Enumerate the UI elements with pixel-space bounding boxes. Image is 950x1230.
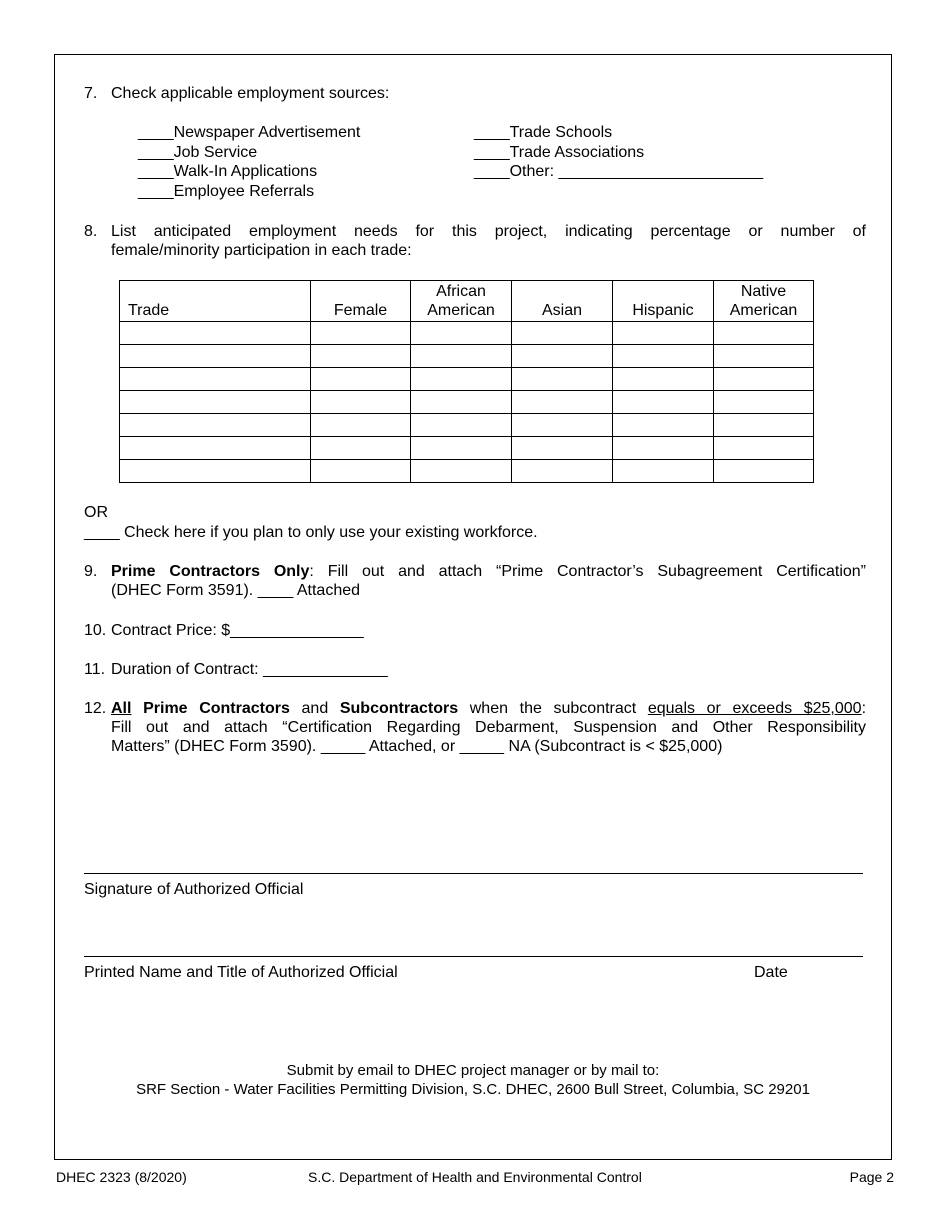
table-row (120, 391, 814, 414)
item-11-number: 11. (84, 661, 106, 678)
cell-asian[interactable] (512, 414, 613, 437)
all-word: All (111, 700, 132, 717)
table-row (120, 345, 814, 368)
option-walk-in-applications[interactable]: ____Walk-In Applications (138, 163, 318, 180)
table-header-row (120, 281, 814, 322)
signature-line[interactable] (84, 873, 863, 874)
cell-female[interactable] (311, 460, 411, 483)
submit-line-1: Submit by email to DHEC project manager or by mail to: (286, 1062, 660, 1079)
item-8-line-1: List anticipated employment needs for this project, indicating percentage or number of (111, 223, 866, 240)
cell-african-american[interactable] (411, 460, 512, 483)
table-row (120, 414, 814, 437)
header-hispanic: Hispanic (613, 281, 714, 322)
cell-trade[interactable] (120, 414, 311, 437)
contract-price-field[interactable]: Contract Price: $_______________ (111, 622, 364, 639)
item-8-line-2: female/minority participation in each trade: (111, 242, 412, 259)
cell-african-american[interactable] (411, 391, 512, 414)
cell-asian[interactable] (512, 345, 613, 368)
item-12-line-3: Matters” (DHEC Form 3590). _____ Attached, or _____ NA (Subcontract is < $25,000) (111, 738, 723, 755)
item-9-line-2: (DHEC Form 3591). ____ Attached (111, 582, 361, 599)
cell-asian[interactable] (512, 391, 613, 414)
option-trade-schools[interactable]: ____Trade Schools (474, 124, 613, 141)
option-other[interactable]: ____Other: _______________________ (474, 163, 764, 180)
cell-hispanic[interactable] (613, 414, 714, 437)
item-12-number: 12. (84, 700, 107, 717)
cell-hispanic[interactable] (613, 368, 714, 391)
header-female: Female (311, 281, 411, 322)
table-row (120, 437, 814, 460)
cell-asian[interactable] (512, 437, 613, 460)
agency-name: S.C. Department of Health and Environmental Control (308, 1169, 642, 1185)
cell-trade[interactable] (120, 391, 311, 414)
header-african-american: African American (411, 281, 512, 322)
cell-hispanic[interactable] (613, 345, 714, 368)
cell-trade[interactable] (120, 322, 311, 345)
cell-native-american[interactable] (714, 368, 814, 391)
form-id: DHEC 2323 (8/2020) (56, 1169, 187, 1185)
cell-native-american[interactable] (714, 345, 814, 368)
or-label: OR (84, 504, 108, 521)
cell-native-american[interactable] (714, 414, 814, 437)
item-7-number: 7. (84, 85, 98, 102)
option-job-service[interactable]: ____Job Service (138, 143, 258, 161)
cell-female[interactable] (311, 414, 411, 437)
cell-african-american[interactable] (411, 368, 512, 391)
cell-hispanic[interactable] (613, 437, 714, 460)
page-number: Page 2 (849, 1169, 894, 1185)
printed-name-line[interactable] (84, 956, 863, 957)
cell-trade[interactable] (120, 437, 311, 460)
item-9-number: 9. (84, 563, 98, 580)
page-frame (54, 54, 892, 1160)
cell-asian[interactable] (512, 322, 613, 345)
printed-name-label: Printed Name and Title of Authorized Official (84, 964, 398, 981)
cell-native-american[interactable] (714, 391, 814, 414)
cell-native-american[interactable] (714, 322, 814, 345)
signature-label: Signature of Authorized Official (84, 881, 304, 898)
cell-female[interactable] (311, 368, 411, 391)
cell-african-american[interactable] (411, 345, 512, 368)
header-trade: Trade (120, 281, 311, 322)
cell-female[interactable] (311, 391, 411, 414)
date-label: Date (754, 964, 788, 981)
cell-female[interactable] (311, 437, 411, 460)
header-asian: Asian (512, 281, 613, 322)
employment-needs-table (119, 280, 814, 483)
cell-trade[interactable] (120, 460, 311, 483)
table-row (120, 368, 814, 391)
cell-hispanic[interactable] (613, 460, 714, 483)
cell-hispanic[interactable] (613, 322, 714, 345)
option-employee-referrals[interactable]: ____Employee Referrals (138, 182, 315, 200)
item-12-line-1: All Prime Contractors and Subcontractors when the subcontract equals or exceeds $25,000: (111, 700, 867, 717)
cell-female[interactable] (311, 322, 411, 345)
cell-trade[interactable] (120, 368, 311, 391)
contract-duration-field[interactable]: Duration of Contract: ______________ (111, 661, 388, 678)
table-row (120, 460, 814, 483)
table-row (120, 322, 814, 345)
cell-female[interactable] (311, 345, 411, 368)
item-12-line-2: Fill out and attach “Certification Regarding Debarment, Suspension and Other Responsibility (111, 719, 866, 736)
prime-contractors-only-label: Prime Contractors Only (111, 563, 310, 580)
cell-trade[interactable] (120, 345, 311, 368)
option-trade-associations[interactable]: ____Trade Associations (474, 143, 645, 161)
cell-hispanic[interactable] (613, 391, 714, 414)
header-native-american: Native American (714, 281, 814, 322)
cell-native-american[interactable] (714, 437, 814, 460)
item-9-line-1: Prime Contractors Only: Fill out and attach “Prime Contractor’s Subagreement Certification” (111, 563, 866, 580)
cell-african-american[interactable] (411, 437, 512, 460)
employment-source-list-right (474, 123, 763, 182)
cell-asian[interactable] (512, 460, 613, 483)
cell-african-american[interactable] (411, 322, 512, 345)
cell-native-american[interactable] (714, 460, 814, 483)
submit-line-2: SRF Section - Water Facilities Permitting Division, S.C. DHEC, 2600 Bull Street, Columbia, SC 29201 (136, 1081, 810, 1098)
cell-asian[interactable] (512, 368, 613, 391)
employment-source-list-left (138, 123, 360, 201)
existing-workforce-checkbox-line[interactable]: ____ Check here if you plan to only use your existing workforce. (84, 524, 538, 541)
submit-instructions (54, 1061, 892, 1099)
threshold-amount: equals or exceeds $25,000 (647, 700, 862, 717)
item-7-text: Check applicable employment sources: (111, 85, 390, 102)
option-newspaper-advertisement[interactable]: ____Newspaper Advertisement (138, 124, 361, 141)
cell-african-american[interactable] (411, 414, 512, 437)
item-10-number: 10. (84, 622, 107, 639)
item-8-number: 8. (84, 223, 98, 240)
